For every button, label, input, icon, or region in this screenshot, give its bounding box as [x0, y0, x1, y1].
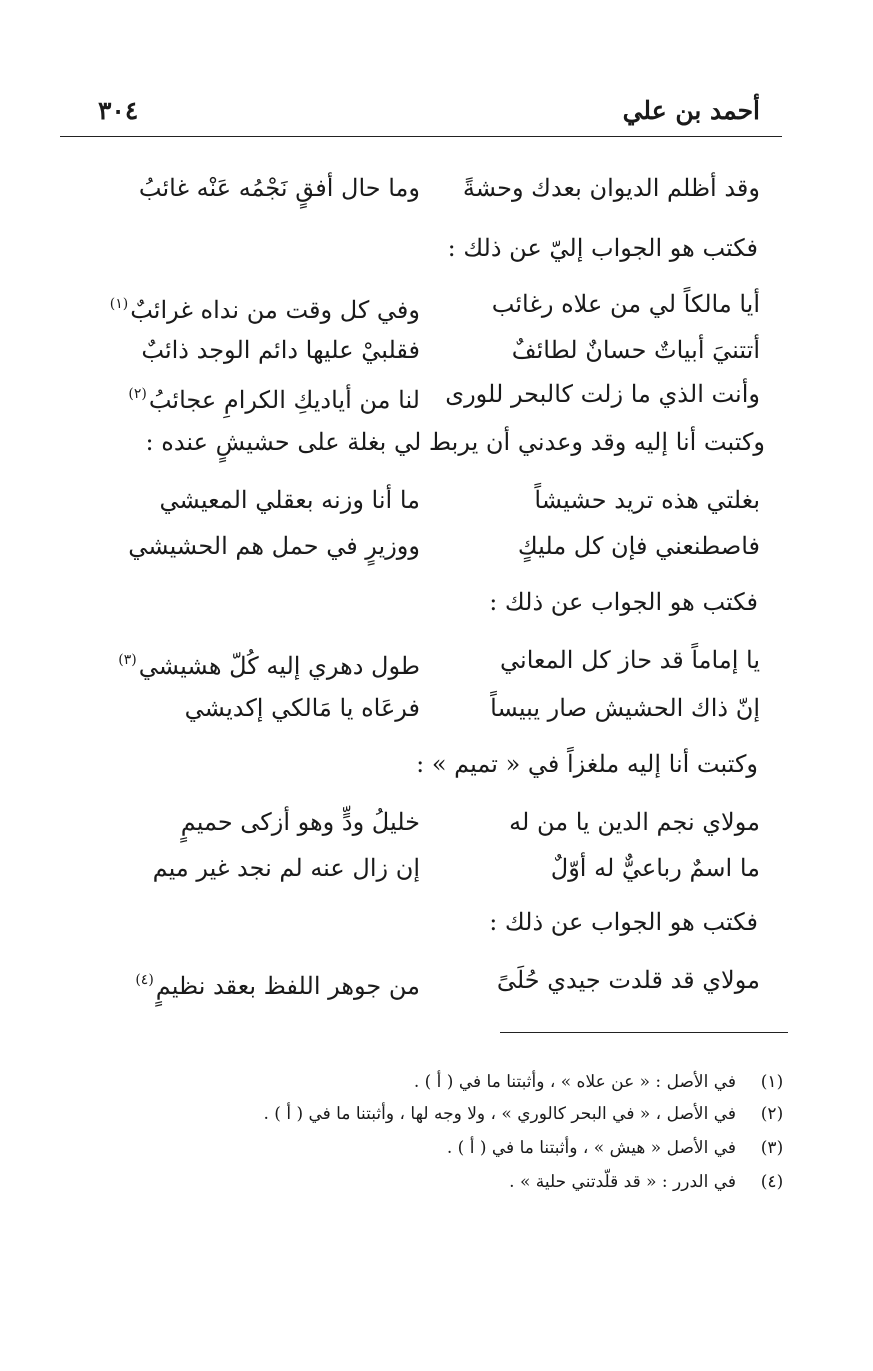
verse-second-text: فرعَاه يا مَالكي إكديشي	[184, 694, 420, 722]
footnote-marker: (٤)	[135, 972, 154, 988]
verse-first-hemistich: إنّ ذاك الحشيش صار يبيساً	[490, 694, 760, 722]
footnote-number: (٤)	[760, 1172, 784, 1192]
footnote	[128, 1166, 788, 1198]
verse-first-hemistich: فاصطنعني فإن كل مليكٍ	[517, 532, 760, 560]
verse-line	[70, 800, 760, 844]
verse-second-text: طول دهري إليه كُلّ هشيشي	[138, 652, 420, 680]
verse-line	[70, 282, 760, 326]
prose-line: فكتب هو الجواب إليّ عن ذلك :	[447, 234, 758, 262]
verse-second-text: لنا من أياديكِ الكرامِ عجائبُ	[148, 386, 420, 414]
verse-second-hemistich	[90, 524, 420, 568]
verse-second-hemistich	[90, 846, 420, 890]
verse-second-hemistich	[90, 372, 420, 422]
verse-line	[70, 372, 760, 416]
verse-second-text: وفي كل وقت من نداه غرائبٌ	[130, 296, 420, 324]
verse-line	[70, 686, 760, 730]
verse-line	[70, 328, 760, 372]
verse-first-hemistich: مولاي قد قلدت جيدي حُلَىً	[496, 966, 760, 994]
verse-second-hemistich	[90, 686, 420, 730]
verse-second-text: وما حال أفقٍ نَجْمُه عَنْه غائبُ	[138, 174, 420, 202]
verse-line	[70, 958, 760, 1002]
verse-second-text: من جوهر اللفظ بعقد نظيمٍ	[155, 972, 420, 1000]
footnote-separator	[500, 1032, 788, 1033]
verse-first-hemistich: ما اسمٌ رباعيٌّ له أوّلٌ	[550, 854, 760, 882]
verse-line	[70, 524, 760, 568]
verse-second-hemistich	[90, 328, 420, 372]
verse-first-hemistich: بغلتي هذه تريد حشيشاً	[534, 486, 760, 514]
prose-line: وكتبت أنا إليه وقد وعدني أن يربط لي بغلة على حشيشٍ عنده :	[145, 428, 765, 456]
verse-second-text: إن زال عنه لم نجد غير ميم	[152, 854, 420, 882]
page-number: ٣٠٤	[98, 96, 139, 125]
verse-first-hemistich: وأنت الذي ما زلت كالبحر للورى	[445, 380, 760, 408]
verse-second-hemistich	[90, 166, 420, 210]
verse-first-hemistich: أتتنيَ أبياتٌ حسانٌ لطائفٌ	[511, 336, 760, 364]
footnote-marker: (٢)	[128, 386, 147, 402]
prose-line: وكتبت أنا إليه ملغزاً في « تميم » :	[416, 750, 758, 778]
footnote	[128, 1132, 788, 1164]
verse-second-hemistich	[90, 282, 420, 332]
footnote	[128, 1098, 788, 1130]
verse-second-text: خليلُ ودٍّ وهو أزكى حميمٍ	[180, 808, 420, 836]
verse-second-text: فقلبيْ عليها دائم الوجد ذائبٌ	[141, 336, 420, 364]
footnote-text: في الأصل : « عن علاه » ، وأثبتنا ما في ( أ ) .	[413, 1072, 736, 1092]
verse-first-hemistich: وقد أظلم الديوان بعدك وحشةً	[462, 174, 760, 202]
page-header	[60, 92, 782, 137]
prose-line: فكتب هو الجواب عن ذلك :	[489, 588, 758, 616]
verse-second-hemistich	[90, 800, 420, 844]
footnote	[128, 1066, 788, 1098]
footnote-number: (١)	[760, 1072, 784, 1092]
verse-second-hemistich	[90, 478, 420, 522]
verse-line	[70, 638, 760, 682]
verse-line	[70, 166, 760, 210]
footnote-text: في الدرر : « قد قلّدتني حلية » .	[509, 1172, 736, 1192]
footnote-number: (٢)	[760, 1104, 784, 1124]
verse-first-hemistich: مولاي نجم الدين يا من له	[509, 808, 760, 836]
verse-second-text: ما أنا وزنه بعقلي المعيشي	[159, 486, 420, 514]
verse-line	[70, 478, 760, 522]
prose-line: فكتب هو الجواب عن ذلك :	[489, 908, 758, 936]
verse-second-text: ووزيرٍ في حمل هم الحشيشي	[128, 532, 420, 560]
footnote-text: في الأصل « هيش » ، وأثبتنا ما في ( أ ) .	[446, 1138, 736, 1158]
running-title: أحمد بن علي	[622, 96, 760, 125]
footnote-number: (٣)	[760, 1138, 784, 1158]
verse-first-hemistich: يا إماماً قد حاز كل المعاني	[500, 646, 760, 674]
verse-second-hemistich	[90, 638, 420, 688]
verse-line	[70, 846, 760, 890]
verse-second-hemistich	[90, 958, 420, 1008]
footnote-text: في الأصل ، « في البحر كالوري » ، ولا وجه لها ، وأثبتنا ما في ( أ ) .	[263, 1104, 736, 1124]
footnote-marker: (٣)	[118, 652, 137, 668]
verse-first-hemistich: أيا مالكاً لي من علاه رغائب	[491, 290, 760, 318]
footnote-marker: (١)	[109, 296, 129, 312]
